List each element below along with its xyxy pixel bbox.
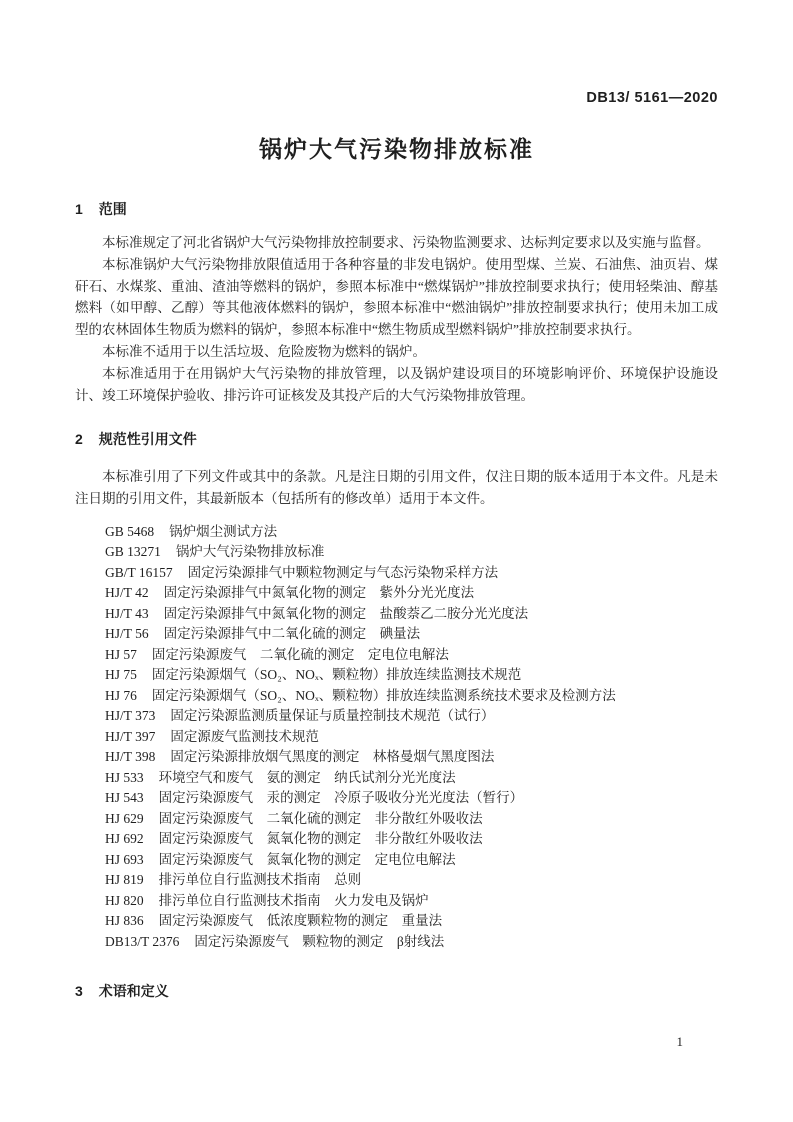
reference-code: HJ 836: [105, 913, 144, 929]
scope-paragraph-1: 本标准规定了河北省锅炉大气污染物排放控制要求、污染物监测要求、达标判定要求以及实施与监督。: [102, 235, 710, 250]
reference-title: 固定污染源废气 汞的测定 冷原子吸收分光光度法（暂行）: [158, 790, 524, 806]
reference-code: DB13/T 2376: [105, 933, 180, 949]
reference-code: GB 13271: [105, 544, 161, 560]
section-1-number: 1: [75, 201, 83, 217]
reference-code: HJ 819: [105, 872, 144, 888]
scope-paragraph-4: 本标准适用于在用锅炉大气污染物的排放管理，以及锅炉建设项目的环境影响评价、环境保护设施设计、竣工环境保护验收、排污许可证核发及其投产后的大气污染物排放管理。: [75, 365, 718, 403]
references-list: [75, 522, 718, 953]
reference-item: [105, 686, 718, 707]
reference-title: 固定污染源排气中二氧化硫的测定 碘量法: [163, 626, 421, 642]
reference-title: 固定污染源废气 颗粒物的测定 β射线法: [194, 933, 445, 949]
reference-code: HJ 76: [105, 687, 137, 703]
page-number: 1: [676, 1034, 683, 1049]
reference-item: [105, 604, 718, 625]
section-2-number: 2: [75, 431, 83, 448]
section-3-heading: [75, 982, 718, 1000]
reference-title: 固定污染源废气 二氧化硫的测定 定电位电解法: [151, 646, 449, 662]
reference-title: 固定污染源排气中氮氧化物的测定 紫外分光光度法: [163, 585, 475, 601]
reference-code: HJ 629: [105, 810, 144, 826]
reference-code: HJ/T 42: [105, 585, 149, 601]
reference-title: 排污单位自行监测技术指南 总则: [158, 872, 362, 888]
reference-code: HJ 75: [105, 667, 137, 683]
reference-code: HJ/T 56: [105, 626, 149, 642]
reference-code: HJ 57: [105, 646, 137, 662]
reference-title: 锅炉大气污染物排放标准: [175, 544, 325, 560]
section-3-number: 3: [75, 983, 83, 1000]
reference-code: HJ 693: [105, 851, 144, 867]
section-3-title: 术语和定义: [98, 983, 169, 1000]
reference-title: 固定污染源废气 氮氧化物的测定 非分散红外吸收法: [158, 831, 483, 847]
reference-code: HJ 820: [105, 892, 144, 908]
reference-code: HJ 533: [105, 769, 144, 785]
scope-paragraph-3: 本标准不适用于以生活垃圾、危险废物为燃料的锅炉。: [102, 343, 426, 359]
reference-item: [105, 788, 718, 809]
reference-code: HJ 543: [105, 790, 144, 806]
reference-title: 固定污染源监测质量保证与质量控制技术规范（试行）: [170, 708, 495, 724]
reference-item: [105, 522, 718, 543]
reference-item: [105, 542, 718, 563]
reference-title: 固定污染源烟气（SO₂、NOₓ、颗粒物）排放连续监测技术规范: [151, 667, 522, 683]
reference-title: 固定污染源废气 低浓度颗粒物的测定 重量法: [158, 913, 443, 929]
reference-title: 排污单位自行监测技术指南 火力发电及锅炉: [158, 892, 429, 908]
reference-code: HJ 692: [105, 831, 144, 847]
reference-title: 固定污染源废气 氮氧化物的测定 定电位电解法: [158, 851, 456, 867]
reference-item: [105, 583, 718, 604]
standard-code: DB13/ 5161—2020: [586, 90, 718, 106]
reference-code: HJ/T 43: [105, 605, 149, 621]
reference-title: 固定污染源排气中氮氧化物的测定 盐酸萘乙二胺分光光度法: [163, 605, 529, 621]
reference-item: [105, 809, 718, 830]
reference-item: [105, 747, 718, 768]
reference-title: 固定污染源废气 二氧化硫的测定 非分散红外吸收法: [158, 810, 483, 826]
reference-item: [105, 706, 718, 727]
section-1-title: 范围: [98, 201, 127, 217]
reference-item: [105, 563, 718, 584]
reference-code: HJ/T 373: [105, 708, 156, 724]
section-1-heading: [75, 200, 718, 218]
reference-item: [105, 665, 718, 686]
reference-item: [105, 891, 718, 912]
reference-code: GB 5468: [105, 523, 155, 539]
document-title: 锅炉大气污染物排放标准: [259, 136, 534, 162]
reference-code: HJ/T 397: [105, 728, 156, 744]
reference-item: [105, 829, 718, 850]
reference-item: [105, 727, 718, 748]
reference-title: 固定污染源排气中颗粒物测定与气态污染物采样方法: [187, 564, 499, 580]
scope-paragraph-2: 本标准锅炉大气污染物排放限值适用于各种容量的非发电锅炉。使用型煤、兰炭、石油焦、油页岩、煤矸石、水煤浆、重油、渣油等燃料的锅炉，参照本标准中“燃煤锅炉”排放控制要求执行；使用轻柴油、醇基燃料（如甲醇、乙醇）等其他液体燃料的锅炉，参照本标准中“燃油锅炉”排放控制要求执行；使用未加工成型的农林固体生物质为燃料的锅炉，参照本标准中“燃生物质成型燃料锅炉”排放控制要求执行。: [75, 256, 718, 338]
reference-item: [105, 850, 718, 871]
reference-item: [105, 911, 718, 932]
section-2-title: 规范性引用文件: [98, 431, 197, 448]
section-2-heading: [75, 430, 718, 448]
reference-code: GB/T 16157: [105, 564, 173, 580]
reference-item: [105, 624, 718, 645]
reference-item: [105, 768, 718, 789]
reference-title: 锅炉烟尘测试方法: [169, 523, 278, 539]
reference-code: HJ/T 398: [105, 749, 156, 765]
reference-item: [105, 645, 718, 666]
reference-item: [105, 932, 718, 953]
reference-item: [105, 870, 718, 891]
reference-title: 固定污染源烟气（SO₂、NOₓ、颗粒物）排放连续监测系统技术要求及检测方法: [151, 687, 616, 703]
reference-title: 环境空气和废气 氨的测定 纳氏试剂分光光度法: [158, 769, 456, 785]
references-intro: 本标准引用了下列文件或其中的条款。凡是注日期的引用文件，仅注日期的版本适用于本文件。凡是未注日期的引用文件，其最新版本（包括所有的修改单）适用于本文件。: [75, 469, 718, 507]
reference-title: 固定源废气监测技术规范: [170, 728, 319, 744]
reference-title: 固定污染源排放烟气黑度的测定 林格曼烟气黑度图法: [170, 749, 495, 765]
